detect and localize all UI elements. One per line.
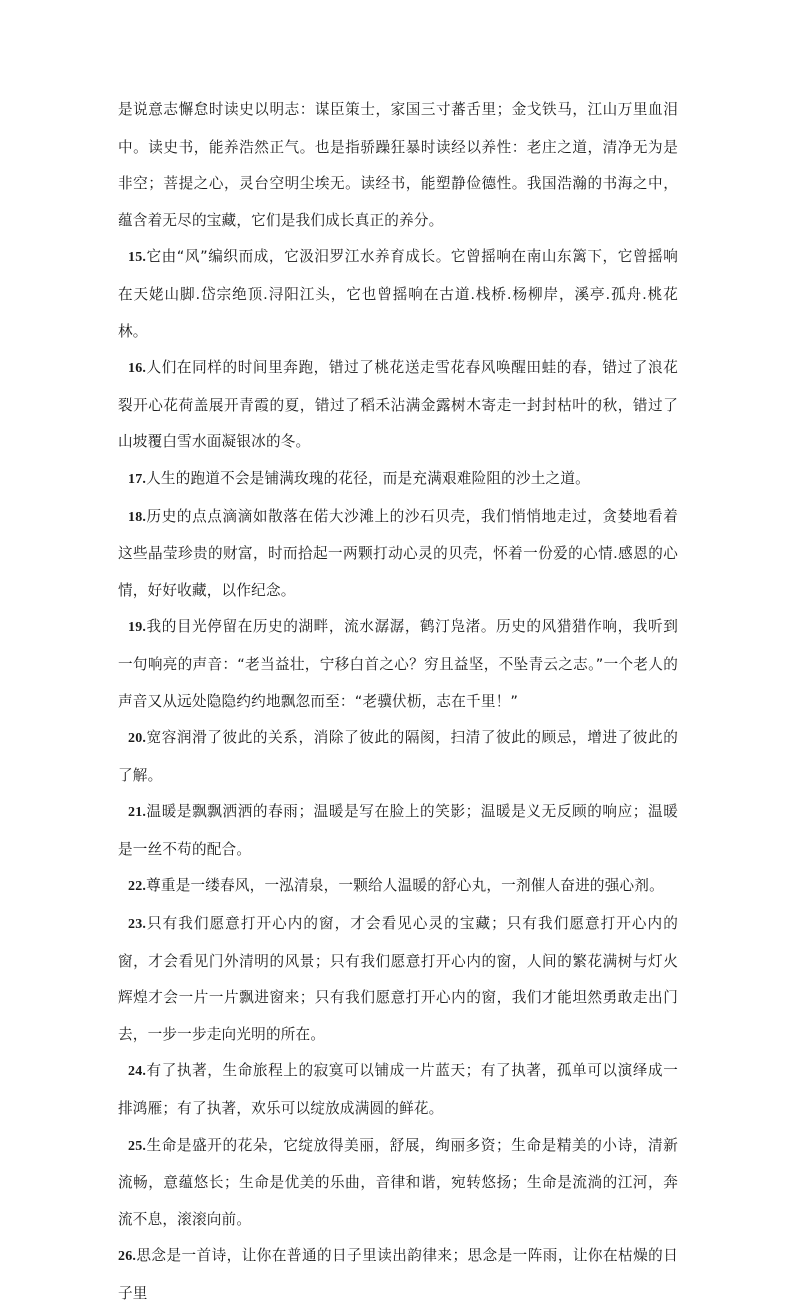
paragraph-number: 23.	[128, 917, 147, 933]
paragraph-number: 24.	[128, 1064, 147, 1080]
paragraph-25	[118, 1128, 678, 1239]
paragraph-number: 18.	[128, 509, 147, 525]
paragraph-number: 21.	[128, 805, 147, 821]
paragraph-24	[118, 1053, 678, 1127]
paragraph-20	[118, 720, 678, 794]
paragraph-text: 它由“风”编织而成，它汲汨罗江水养育成长。它曾摇响在南山东篱下，它曾摇响在天姥山脚.岱宗绝顶.浔阳江头，它也曾摇响在古道.栈桥.杨柳岸，溪亭.孤舟.桃花林。	[118, 248, 678, 340]
paragraph-continued	[118, 92, 678, 239]
paragraph-text: 思念是一首诗，让你在普通的日子里读出韵律来；思念是一阵雨，让你在枯燥的日子里	[118, 1247, 678, 1302]
paragraph-text: 只有我们愿意打开心内的窗，才会看见心灵的宝藏；只有我们愿意打开心内的窗，才会看见门外清明的风景；只有我们愿意打开心内的窗，人间的繁花满树与灯火辉煌才会一片一片飘进窗来；只有我们愿意打开心内的窗，我们才能坦然勇敢走出门去，一步一步走向光明的所在。	[118, 915, 678, 1043]
document-page	[118, 92, 678, 1313]
paragraph-text: 人生的跑道不会是铺满玫瑰的花径，而是充满艰难险阻的沙土之道。	[146, 469, 590, 487]
paragraph-26	[118, 1238, 678, 1312]
paragraph-number: 20.	[128, 731, 147, 747]
paragraph-number: 26.	[118, 1249, 137, 1265]
paragraph-text: 温暖是飘飘洒洒的春雨；温暖是写在脸上的笑影；温暖是义无反顾的响应；温暖是一丝不苟的配合。	[118, 803, 678, 858]
paragraph-text: 历史的点点滴滴如散落在偌大沙滩上的沙石贝壳，我们悄悄地走过，贪婪地看着这些晶莹珍贵的财富，时而拾起一两颗打动心灵的贝壳，怀着一份爱的心情.感恩的心情，好好收藏，以作纪念。	[118, 507, 678, 599]
paragraph-text: 我的目光停留在历史的湖畔，流水潺潺，鹤汀凫渚。历史的风猎猎作响，我听到一句响亮的声音：“老当益壮，宁移白首之心？穷且益坚，不坠青云之志。”一个老人的声音又从远处隐隐约约地飘忽而至：“老骥伏枥，志在千里！”	[118, 618, 678, 710]
paragraph-23	[118, 906, 678, 1053]
paragraph-number: 17.	[128, 471, 147, 487]
paragraph-text: 人们在同样的时间里奔跑，错过了桃花送走雪花春风唤醒田蛙的春，错过了浪花裂开心花荷盖展开青霞的夏，错过了稻禾沾满金露树木寄走一封封枯叶的秋，错过了山坡覆白雪水面凝银冰的冬。	[118, 359, 678, 451]
paragraph-16	[118, 350, 678, 461]
paragraph-number: 19.	[128, 620, 147, 636]
paragraph-19	[118, 609, 678, 720]
paragraph-text: 宽容润滑了彼此的关系，消除了彼此的隔阂，扫清了彼此的顾忌，增进了彼此的了解。	[118, 729, 678, 784]
paragraph-text: 有了执著，生命旅程上的寂寞可以铺成一片蓝天；有了执著，孤单可以演绎成一排鸿雁；有了执著，欢乐可以绽放成满圆的鲜花。	[118, 1062, 678, 1118]
paragraph-number: 15.	[128, 250, 147, 266]
paragraph-text: 是说意志懈怠时读史以明志：谋臣策士，家国三寸蕃舌里；金戈铁马，江山万里血泪中。读史书，能养浩然正气。也是指骄躁狂暴时读经以养性：老庄之道，清净无为是非空；菩提之心，灵台空明尘埃无。读经书，能塑静俭德性。我国浩瀚的书海之中，蕴含着无尽的宝藏，它们是我们成长真正的养分。	[118, 101, 678, 229]
paragraph-21	[118, 794, 678, 868]
paragraph-text: 尊重是一缕春风，一泓清泉，一颗给人温暖的舒心丸，一剂催人奋进的强心剂。	[146, 877, 664, 895]
paragraph-number: 22.	[128, 879, 147, 895]
paragraph-number: 25.	[128, 1138, 147, 1154]
paragraph-17	[118, 461, 678, 499]
paragraph-15	[118, 239, 678, 350]
paragraph-text: 生命是盛开的花朵，它绽放得美丽，舒展，绚丽多资；生命是精美的小诗，清新流畅，意蕴悠长；生命是优美的乐曲，音律和谐，宛转悠扬；生命是流淌的江河，奔流不息，滚滚向前。	[118, 1136, 678, 1228]
paragraph-18	[118, 499, 678, 610]
paragraph-22	[118, 868, 678, 906]
paragraph-number: 16.	[128, 361, 147, 377]
